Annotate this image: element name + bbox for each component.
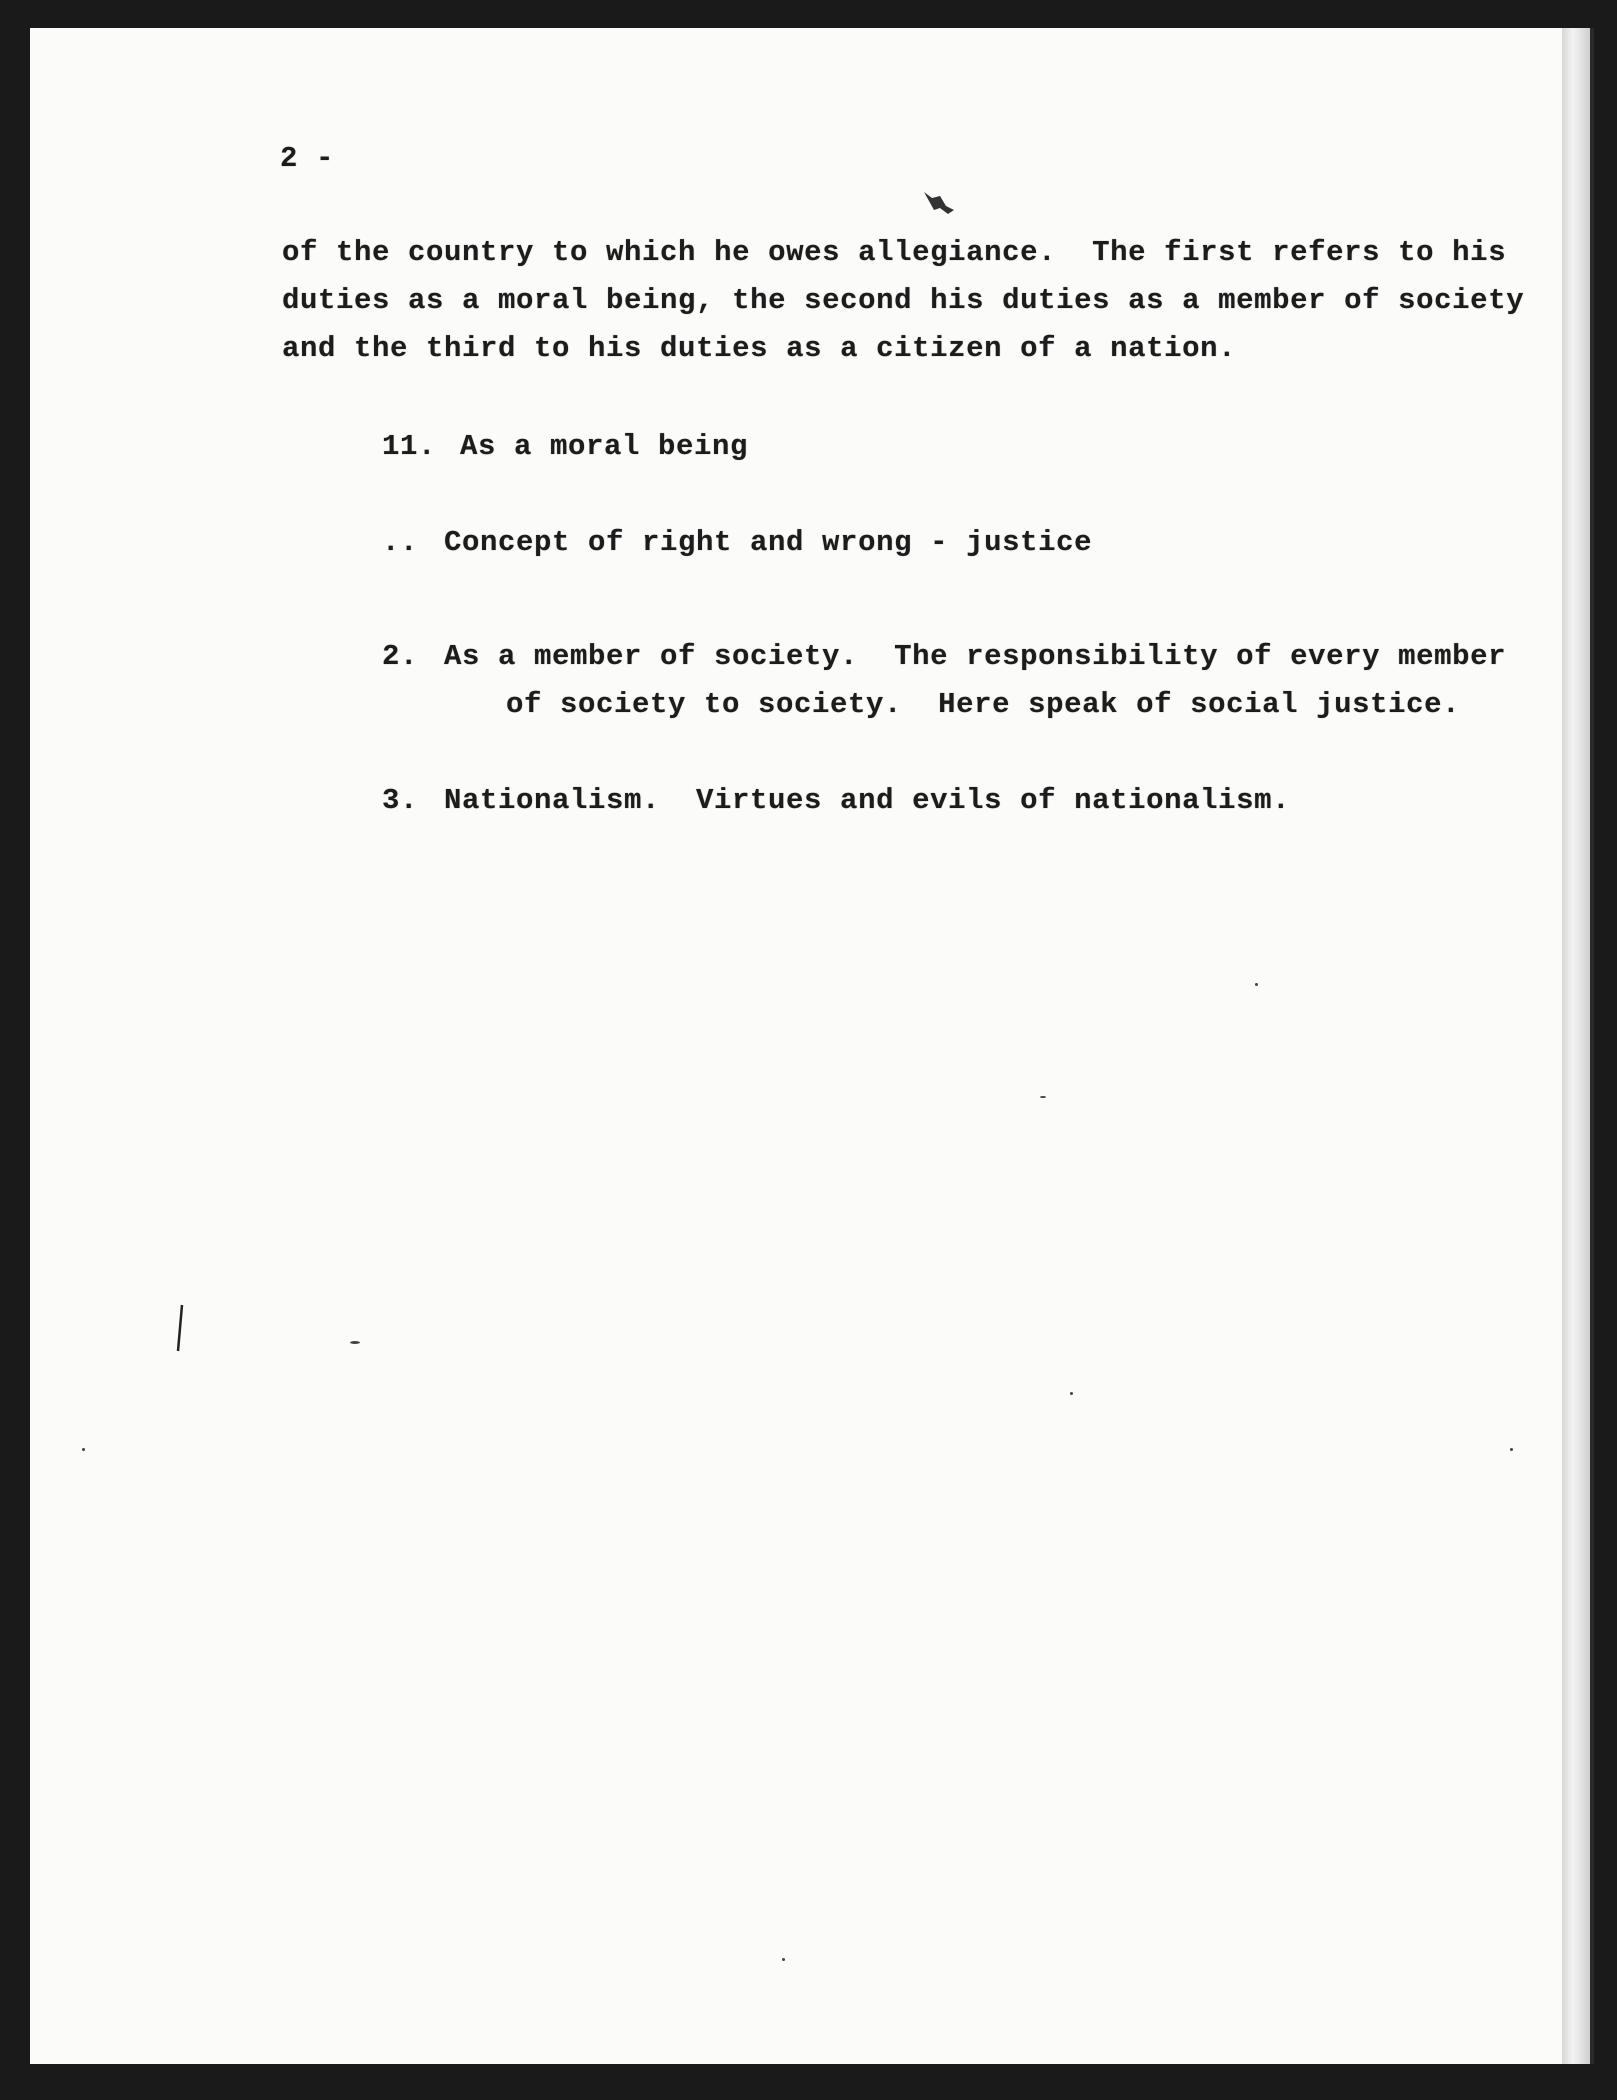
- item-text-3: As a member of society. The responsibility of every member: [444, 640, 1507, 673]
- page-number: 2 -: [280, 142, 335, 175]
- speck: [350, 1341, 360, 1344]
- item-text-2: Concept of right and wrong - justice: [444, 526, 1093, 559]
- document-page: [30, 28, 1594, 2064]
- speck: [1510, 1448, 1513, 1451]
- speck: [1070, 1392, 1073, 1395]
- item-number-4: 3.: [382, 784, 419, 817]
- item-number-3: 2.: [382, 640, 419, 673]
- item-text-3-continuation: of society to society. Here speak of social justice.: [506, 688, 1461, 721]
- speck: [82, 1448, 85, 1451]
- speck: [782, 1958, 785, 1961]
- item-number-2: ..: [382, 526, 419, 559]
- speck: [1040, 1096, 1046, 1098]
- item-text-4: Nationalism. Virtues and evils of nationalism.: [444, 784, 1291, 817]
- intro-line-2: duties as a moral being, the second his duties as a member of society: [282, 284, 1525, 317]
- scan-edge: [1562, 28, 1590, 2064]
- intro-line-1: of the country to which he owes allegiance. The first refers to his: [282, 236, 1507, 269]
- intro-line-3: and the third to his duties as a citizen of a nation.: [282, 332, 1237, 365]
- ink-blot-mark: [920, 188, 960, 222]
- item-text-1: As a moral being: [460, 430, 749, 463]
- pencil-stroke-mark: [170, 1303, 190, 1355]
- item-number-1: 11.: [382, 430, 437, 463]
- speck: [1255, 983, 1258, 986]
